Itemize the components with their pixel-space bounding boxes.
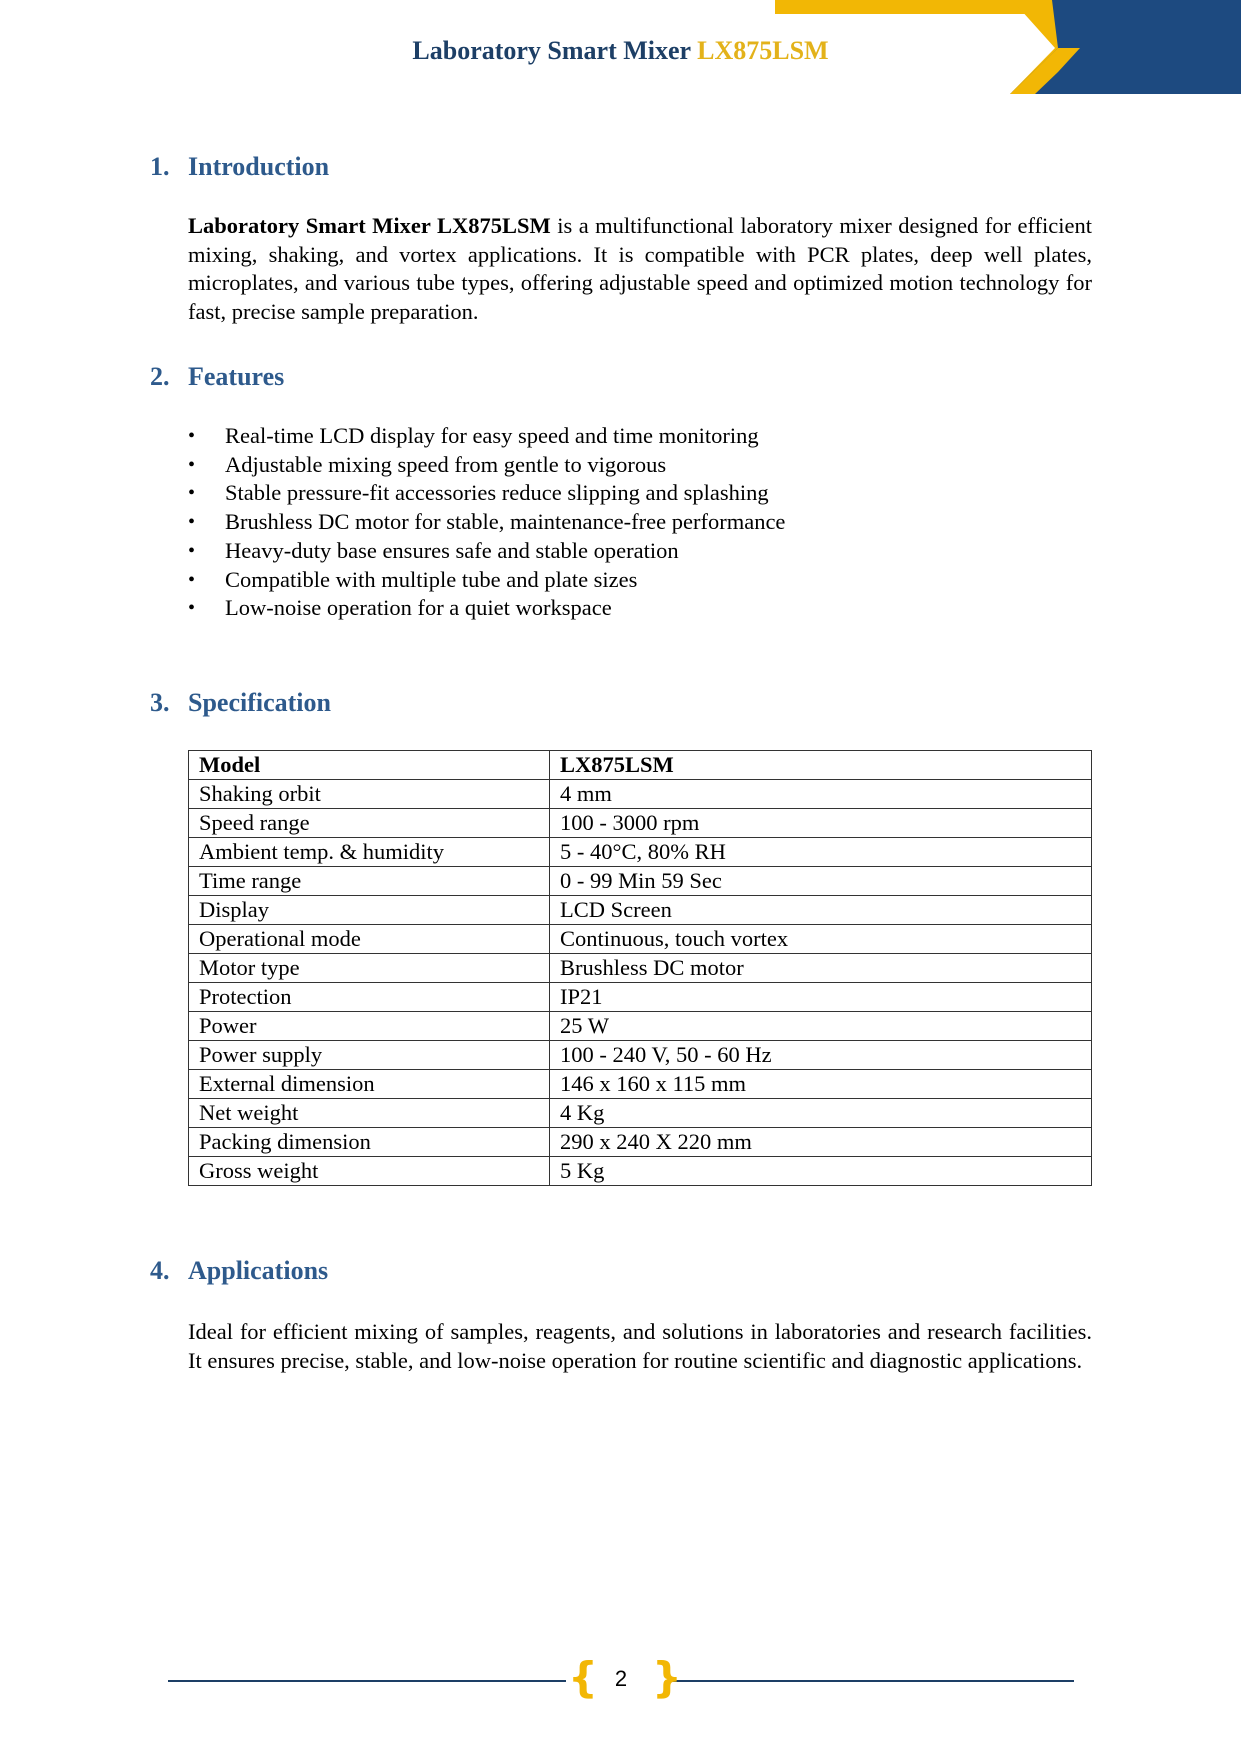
spec-value: Continuous, touch vortex: [550, 925, 1092, 954]
list-item: • Compatible with multiple tube and plate sizes: [188, 566, 785, 595]
spec-label: Display: [189, 896, 550, 925]
footer-left-brace-icon: {: [568, 1653, 598, 1702]
spec-value: 5 Kg: [550, 1157, 1092, 1186]
section-title: Features: [188, 362, 285, 391]
spec-value: 4 mm: [550, 780, 1092, 809]
spec-label: External dimension: [189, 1070, 550, 1099]
spec-value: 146 x 160 x 115 mm: [550, 1070, 1092, 1099]
spec-label: Ambient temp. & humidity: [189, 838, 550, 867]
introduction-body: is a multifunctional laboratory mixer designed for efficient mixing, shaking, and vortex applications. It is compatible with PCR plates, deep well plates, microplates, and various tube types, offering adjustable speed and optimized motion technology for fast, precise sample preparation.: [188, 213, 1092, 324]
section-title: Applications: [188, 1256, 329, 1285]
section-features: [150, 362, 1092, 392]
spec-label: Time range: [189, 867, 550, 896]
spec-value: 100 - 240 V, 50 - 60 Hz: [550, 1041, 1092, 1070]
section-title: Introduction: [188, 152, 330, 181]
list-item: • Heavy-duty base ensures safe and stable operation: [188, 537, 785, 566]
section-number: 1.: [150, 152, 170, 181]
footer-rule-left: [168, 1680, 566, 1682]
section-heading: [150, 688, 1092, 718]
section-applications: [150, 1256, 1092, 1286]
spec-value: 4 Kg: [550, 1099, 1092, 1128]
spec-label: Packing dimension: [189, 1128, 550, 1157]
applications-paragraph: Ideal for efficient mixing of samples, reagents, and solutions in laboratories and research facilities. It ensures precise, stable, and low-noise operation for routine scientific and diagnostic applications.: [188, 1319, 1092, 1373]
spec-label: Shaking orbit: [189, 780, 550, 809]
table-row: [189, 1157, 1092, 1186]
table-row: [189, 1070, 1092, 1099]
spec-label: Power supply: [189, 1041, 550, 1070]
spec-value: 100 - 3000 rpm: [550, 809, 1092, 838]
spec-label: Model: [189, 751, 550, 780]
table-row: [189, 751, 1092, 780]
spec-value: 5 - 40°C, 80% RH: [550, 838, 1092, 867]
list-item: • Brushless DC motor for stable, maintenance-free performance: [188, 508, 785, 537]
spec-value: Brushless DC motor: [550, 954, 1092, 983]
table-row: [189, 867, 1092, 896]
spec-value: IP21: [550, 983, 1092, 1012]
table-row: [189, 896, 1092, 925]
table-row: [189, 838, 1092, 867]
specification-table: [188, 750, 1092, 1186]
footer-right-brace-icon: }: [652, 1653, 682, 1702]
table-row: [189, 1041, 1092, 1070]
table-row: [189, 809, 1092, 838]
header-title-prefix: Laboratory Smart Mixer: [412, 36, 698, 65]
spec-label: Net weight: [189, 1099, 550, 1128]
features-list: [188, 422, 785, 623]
spec-value: 290 x 240 X 220 mm: [550, 1128, 1092, 1157]
list-item: • Adjustable mixing speed from gentle to vigorous: [188, 451, 785, 480]
table-row: [189, 983, 1092, 1012]
table-row: [189, 925, 1092, 954]
section-heading: [150, 362, 1092, 392]
table-row: [189, 1099, 1092, 1128]
section-specification: [150, 688, 1092, 718]
spec-label: Power: [189, 1012, 550, 1041]
section-heading: [150, 152, 1092, 182]
spec-label: Operational mode: [189, 925, 550, 954]
section-number: 2.: [150, 362, 170, 391]
spec-label: Gross weight: [189, 1157, 550, 1186]
header-model-name: LX875LSM: [697, 36, 829, 65]
section-introduction: [150, 152, 1092, 182]
list-item: • Stable pressure-fit accessories reduce slipping and splashing: [188, 479, 785, 508]
list-item: • Low-noise operation for a quiet workspace: [188, 594, 785, 623]
list-item: • Real-time LCD display for easy speed and time monitoring: [188, 422, 785, 451]
spec-value: 25 W: [550, 1012, 1092, 1041]
spec-label: Speed range: [189, 809, 550, 838]
introduction-lead: Laboratory Smart Mixer LX875LSM: [188, 213, 551, 238]
table-row: [189, 1128, 1092, 1157]
spec-value: LX875LSM: [550, 751, 1092, 780]
section-heading: [150, 1256, 1092, 1286]
table-row: [189, 954, 1092, 983]
spec-value: LCD Screen: [550, 896, 1092, 925]
footer-rule-right: [668, 1680, 1074, 1682]
table-row: [189, 1012, 1092, 1041]
section-number: 3.: [150, 688, 170, 717]
section-number: 4.: [150, 1256, 170, 1285]
spec-label: Motor type: [189, 954, 550, 983]
table-row: [189, 780, 1092, 809]
page-number: 2: [614, 1666, 628, 1691]
introduction-paragraph: [188, 212, 1092, 326]
spec-label: Protection: [189, 983, 550, 1012]
document-header-title: [0, 36, 1241, 66]
spec-value: 0 - 99 Min 59 Sec: [550, 867, 1092, 896]
section-title: Specification: [188, 688, 331, 717]
